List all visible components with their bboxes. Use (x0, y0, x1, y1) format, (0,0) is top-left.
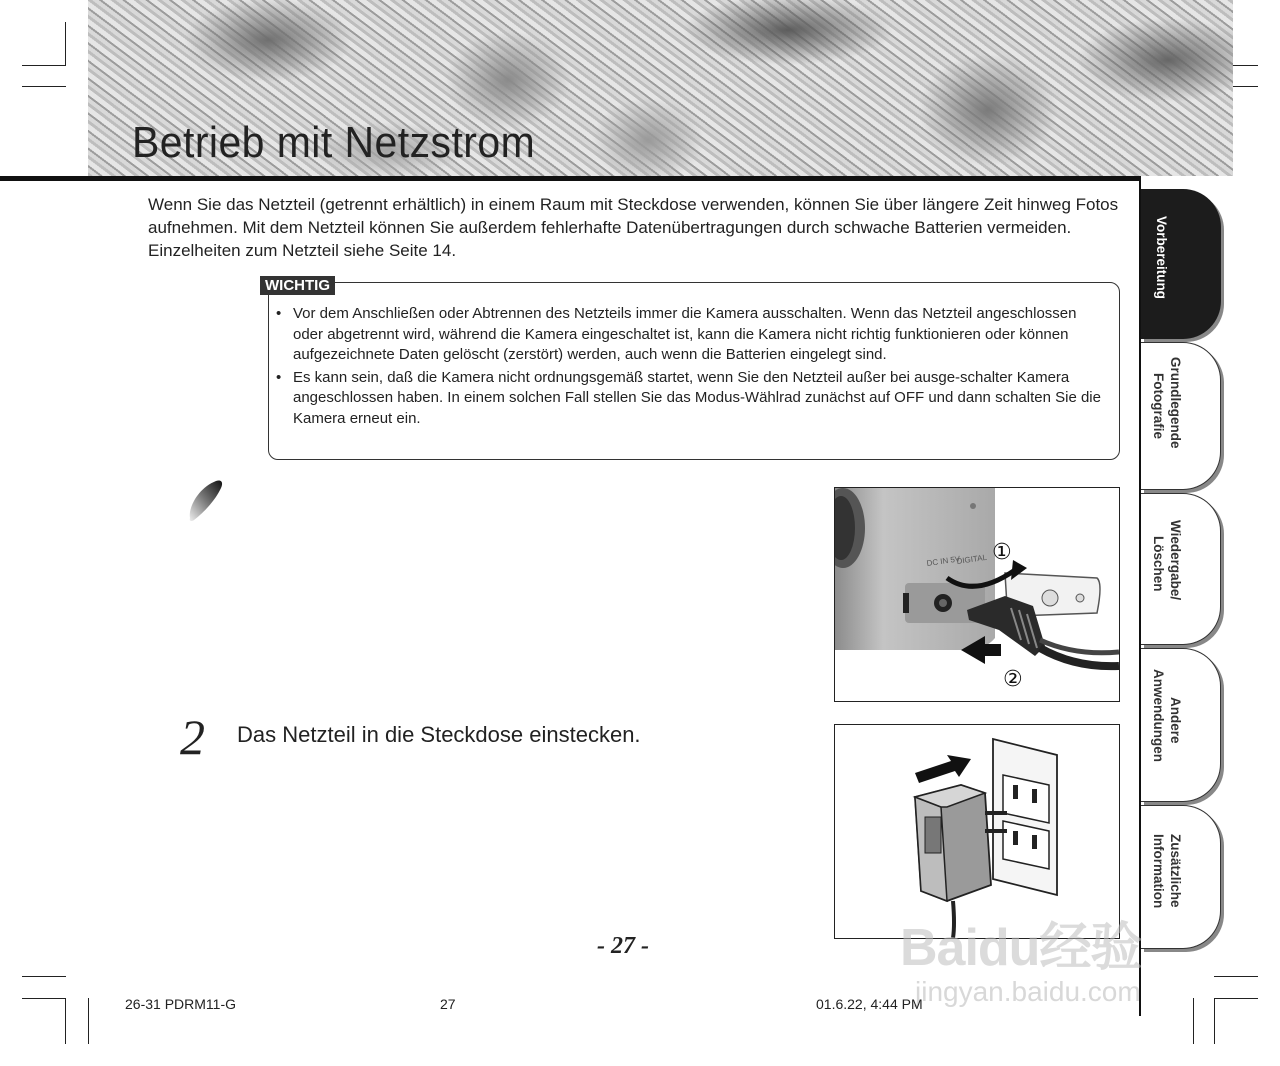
crop-mark (1214, 998, 1215, 1044)
important-note-list (276, 304, 1108, 432)
tab-zusaetzliche-information[interactable]: Zusätzliche Information (1141, 805, 1221, 949)
intro-paragraph: Wenn Sie das Netzteil (getrennt erhältlich) in einem Raum mit Steckdose verwenden, können Sie über längere Zeit hinweg Fotos aufnehmen. Mit dem Netzteil können Sie außerdem fehlerhafte Datenübertragungen durch schwache Batterien vermeiden. Einzelheiten zum Netzteil siehe Seite 14. (148, 195, 1119, 260)
tab-andere-anwendungen[interactable]: Andere Anwendungen (1141, 648, 1221, 802)
tab-grundlegende-fotografie[interactable]: Grundlegende Fotografie (1141, 342, 1221, 490)
footer-page: 27 (440, 996, 456, 1012)
crop-mark (1193, 998, 1194, 1044)
crop-mark (1214, 998, 1258, 999)
step-label-2: ② (1003, 667, 1023, 692)
step2-number: 2 (180, 709, 205, 765)
port-label-dc: DC IN 5V (926, 554, 961, 568)
step2-instruction: Das Netzteil in die Steckdose einstecken. (237, 722, 641, 747)
tab-vorbereitung[interactable]: Vorbereitung (1141, 189, 1221, 339)
watermark-url: jingyan.baidu.com (915, 976, 1141, 1007)
tab-wiedergabe-loeschen[interactable]: Wiedergabe/ Löschen (1141, 493, 1221, 645)
crop-mark (22, 86, 66, 87)
page-number: - 27 - (597, 933, 649, 959)
footer-file: 26-31 PDRM11-G (125, 996, 237, 1012)
crop-mark (88, 998, 89, 1044)
header-rule (0, 176, 1140, 181)
crop-mark (65, 998, 66, 1044)
camera-connection-figure (834, 487, 1120, 702)
important-label: WICHTIG (260, 276, 335, 295)
step-label-1: ① (992, 540, 1012, 565)
bullet-icon: • (276, 305, 282, 322)
page-title: Betrieb mit Netzstrom (132, 118, 536, 167)
note-item: • Vor dem Anschließen oder Abtrennen des Netzteils immer die Kamera ausschalten. Wenn das Netzteil angeschlossen oder abgetrennt wird, während die Kamera eingeschaltet ist, kann die Kamera nicht richtig funktionieren oder können aufgezeichnete Daten gelöscht (zerstört) werden, auch wenn die Batterien eingelegt sind. (276, 305, 1077, 364)
bullet-icon: • (276, 368, 282, 386)
crop-mark (22, 976, 66, 977)
crop-mark (22, 65, 66, 66)
footer-timestamp: 01.6.22, 4:44 PM (816, 996, 923, 1012)
note-item: • Es kann sein, daß die Kamera nicht ordnungsgemäß startet, wenn Sie den Netzteil außer bei ausge-schalter Kamera angeschlossen haben. In einem solchen Fall stellen Sie das Modus-Wählrad zunächst auf OFF und dann schalten Sie die Kamera erneut ein. (276, 368, 1101, 427)
crop-mark (22, 998, 66, 999)
crop-mark (1214, 976, 1258, 977)
watermark-logo: Baidu经验 (900, 919, 1142, 977)
crop-mark (65, 22, 66, 66)
step1-marker-icon (186, 478, 224, 524)
port-label-digital: DIGITAL (956, 552, 988, 566)
